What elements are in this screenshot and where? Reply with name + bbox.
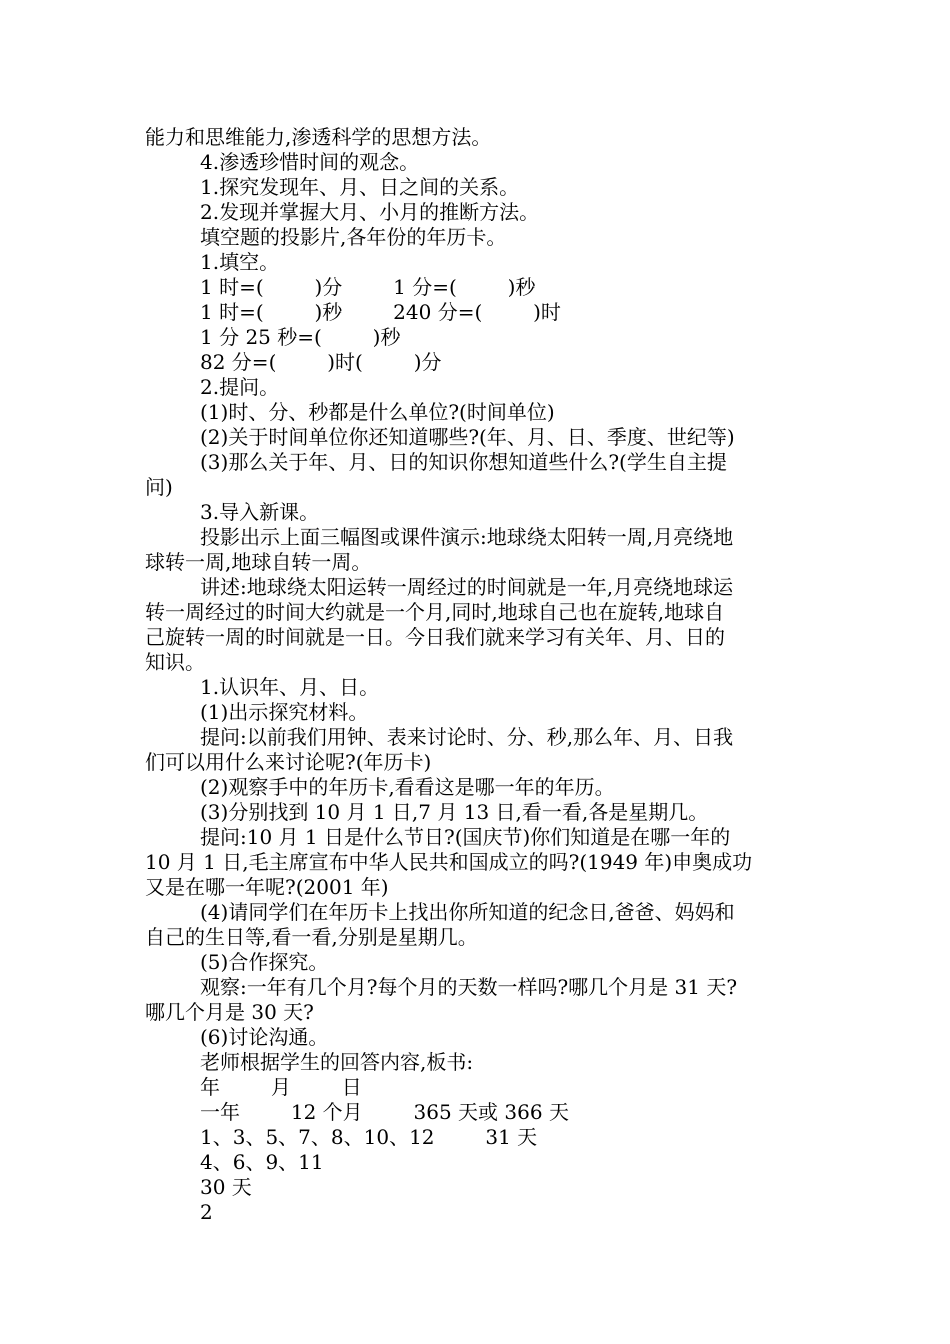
text-line: 1 时=( )秒 240 分=( )时 xyxy=(200,300,561,324)
text-line: (2)观察手中的年历卡,看看这是哪一年的年历。 xyxy=(200,775,615,799)
text-line: 能力和思维能力,渗透科学的思想方法。 xyxy=(145,125,492,149)
text-line: (5)合作探究。 xyxy=(200,950,329,974)
text-line: 又是在哪一年呢?(2001 年) xyxy=(145,875,389,899)
text-line: 1.探究发现年、月、日之间的关系。 xyxy=(200,175,520,199)
text-line: 提问:以前我们用钟、表来讨论时、分、秒,那么年、月、日我 xyxy=(200,725,734,749)
text-line: (1)出示探究材料。 xyxy=(200,700,369,724)
text-line: (3)分别找到 10 月 1 日,7 月 13 日,看一看,各是星期几。 xyxy=(200,800,709,824)
text-line: 观察:一年有几个月?每个月的天数一样吗?哪几个月是 31 天? xyxy=(200,975,738,999)
text-line: 问) xyxy=(145,475,173,499)
text-line: 4、6、9、11 xyxy=(200,1150,324,1174)
text-line: (1)时、分、秒都是什么单位?(时间单位) xyxy=(200,400,555,424)
text-line: (2)关于时间单位你还知道哪些?(年、月、日、季度、世纪等) xyxy=(200,425,735,449)
text-line: 们可以用什么来讨论呢?(年历卡) xyxy=(145,750,432,774)
text-line: 知识。 xyxy=(145,650,205,674)
text-line: 球转一周,地球自转一周。 xyxy=(145,550,372,574)
text-line: 自己的生日等,看一看,分别是星期几。 xyxy=(145,925,478,949)
text-line: 2.发现并掌握大月、小月的推断方法。 xyxy=(200,200,540,224)
text-line: 转一周经过的时间大约就是一个月,同时,地球自己也在旋转,地球自 xyxy=(145,600,725,624)
text-line: 1.认识年、月、日。 xyxy=(200,675,380,699)
text-line: 己旋转一周的时间就是一日。今日我们就来学习有关年、月、日的 xyxy=(145,625,725,649)
text-line: 一年 12 个月 365 天或 366 天 xyxy=(200,1100,569,1124)
text-line: (6)讨论沟通。 xyxy=(200,1025,329,1049)
text-line: 投影出示上面三幅图或课件演示:地球绕太阳转一周,月亮绕地 xyxy=(200,525,734,549)
text-line: 讲述:地球绕太阳运转一周经过的时间就是一年,月亮绕地球运 xyxy=(200,575,734,599)
text-line: 2.提问。 xyxy=(200,375,280,399)
text-line: 30 天 xyxy=(200,1175,252,1199)
text-line: 填空题的投影片,各年份的年历卡。 xyxy=(200,225,507,249)
text-line: 提问:10 月 1 日是什么节日?(国庆节)你们知道是在哪一年的 xyxy=(200,825,731,849)
text-line: 82 分=( )时( )分 xyxy=(200,350,442,374)
text-line: (4)请同学们在年历卡上找出你所知道的纪念日,爸爸、妈妈和 xyxy=(200,900,735,924)
text-line: 年 月 日 xyxy=(200,1075,362,1099)
text-line: 1 分 25 秒=( )秒 xyxy=(200,325,401,349)
text-line: 2 xyxy=(200,1200,213,1224)
text-line: 1 时=( )分 1 分=( )秒 xyxy=(200,275,536,299)
text-line: 老师根据学生的回答内容,板书: xyxy=(200,1050,474,1074)
text-line: 3.导入新课。 xyxy=(200,500,320,524)
text-line: (3)那么关于年、月、日的知识你想知道些什么?(学生自主提 xyxy=(200,450,727,474)
text-line: 哪几个月是 30 天? xyxy=(145,1000,314,1024)
text-line: 10 月 1 日,毛主席宣布中华人民共和国成立的吗?(1949 年)申奥成功 xyxy=(145,850,753,874)
text-line: 1.填空。 xyxy=(200,250,280,274)
text-line: 1、3、5、7、8、10、12 31 天 xyxy=(200,1125,538,1149)
text-line: 4.渗透珍惜时间的观念。 xyxy=(200,150,420,174)
